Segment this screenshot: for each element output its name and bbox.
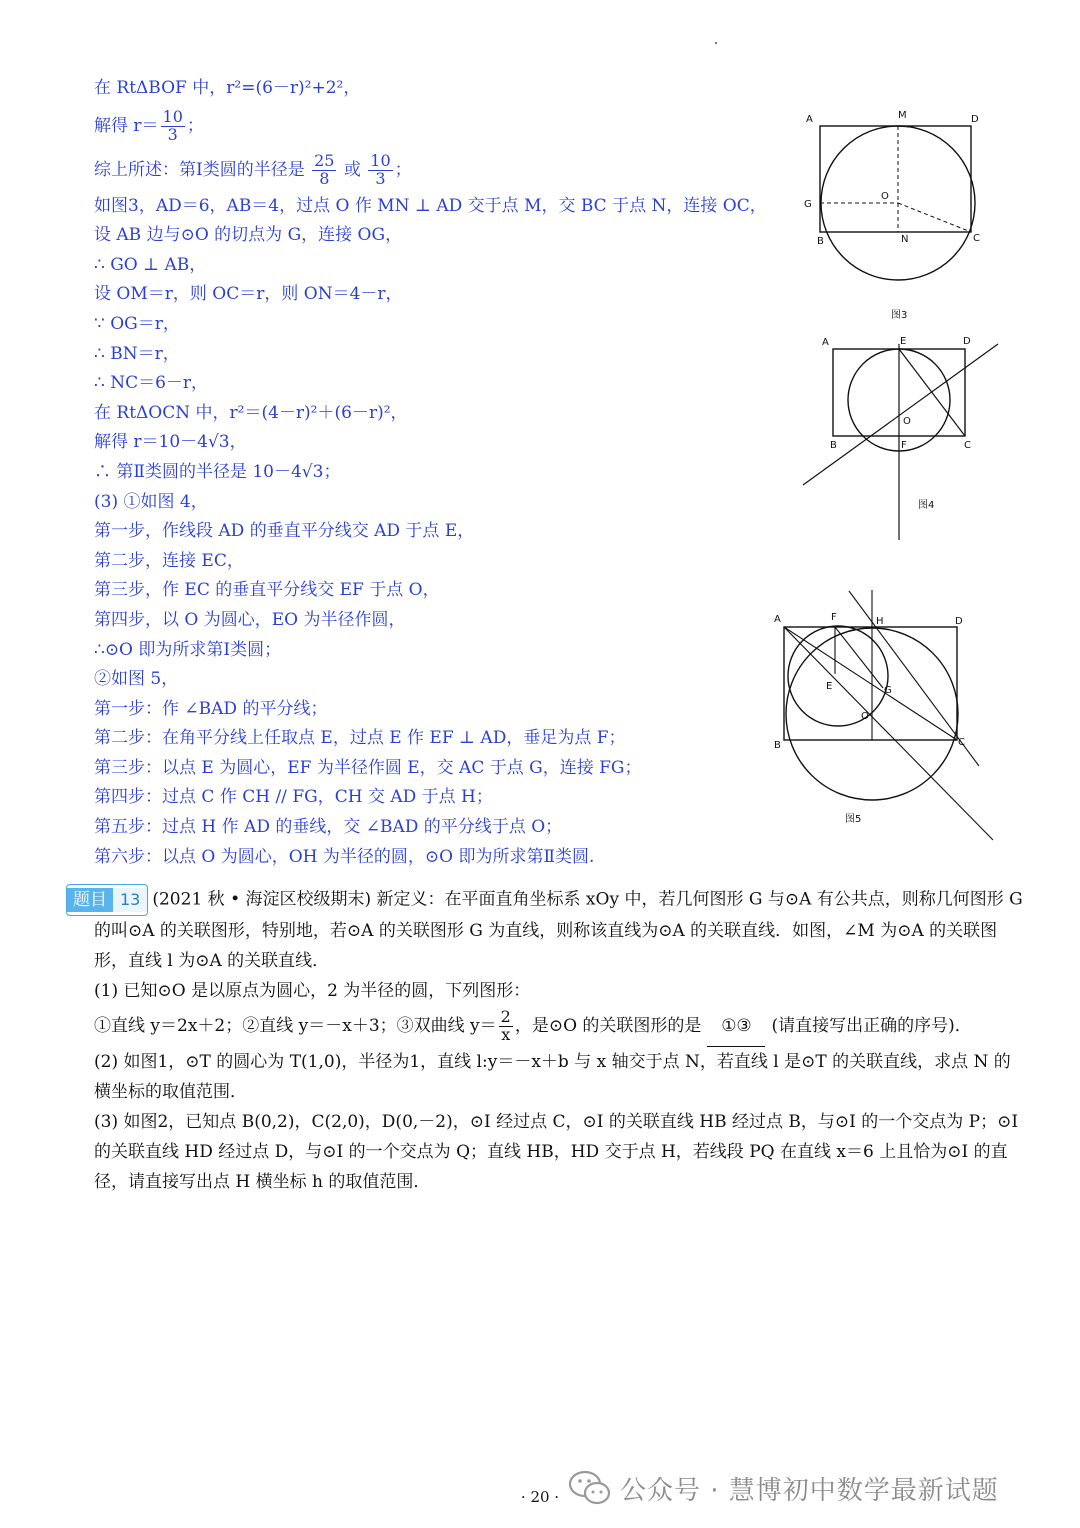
solution-line: 第一步：作 ∠BAD 的平分线； <box>94 698 328 719</box>
solution-line: 第二步：在角平分线上任取点 E，过点 E 作 EF ⊥ AD，垂足为点 F； <box>94 728 626 749</box>
problem-intro: 题目 13 (2021 秋 • 海淀区校级期末) 新定义：在平面直角坐标系 xOy 中，若几何图形 G 与⊙A 有公共点，则称几何图形 G 的叫⊙A 的关联图形，特别地，若⊙A 的关联图形 G 为直线，则称该直线为⊙A 的关联直线．如图，∠M 为⊙A 的关联图形，直线 l 为⊙A 的关联直线． <box>94 884 1024 976</box>
solution-line: ∴ GO ⊥ AB， <box>94 254 207 275</box>
figure-caption: 图5 <box>845 814 862 825</box>
solution-line: (3) ①如图 4， <box>94 491 208 512</box>
label-O: O <box>861 711 869 722</box>
question-2: (2) 如图1，⊙T 的圆心为 T(1,0)，半径为1，直线 l:y＝－x＋b 与 x 轴交于点 N，若直线 l 是⊙T 的关联直线，求点 N 的横坐标的取值范围． <box>94 1052 1011 1102</box>
question-3: (3) 如图2，已知点 B(0,2)，C(2,0)，D(0,－2)，⊙I 经过点 C，⊙I 的关联直线 HB 经过点 B，与⊙I 的一个交点为 P；⊙I 的关联直线 HD 经过点 D，与⊙I 的一个交点为 Q；直线 HB，HD 交于点 H，若线段 PQ 在直线 x＝6 上且恰为⊙I 的直径，请直接写出点 H 横坐标 h 的取值范围． <box>94 1112 1019 1192</box>
label-D: D <box>963 336 971 347</box>
solution-line: 解得 r＝ $\frac{10}{3}$ ； <box>94 106 204 144</box>
figure-caption: 图3 <box>891 310 908 321</box>
label-C: C <box>973 233 980 244</box>
fraction: $\frac{10}{3}$ <box>370 150 391 188</box>
solution-line: 第六步：以点 O 为圆心，OH 为半径的圆，⊙O 即为所求第Ⅱ类圆. <box>94 846 595 867</box>
figure-3 <box>795 104 995 324</box>
figure-5 <box>765 586 1000 841</box>
solution-line: 第四步：过点 C 作 CH // FG，CH 交 AD 于点 H； <box>94 787 493 808</box>
fraction: $\frac{10}{3}$ <box>162 106 183 144</box>
stray-dot <box>715 42 717 44</box>
label-H: H <box>876 616 884 627</box>
label-O: O <box>903 416 911 427</box>
solution-line: 第四步，以 O 为圆心，EO 为半径作圆， <box>94 609 406 630</box>
label-A: A <box>822 337 829 348</box>
label-F: F <box>901 440 907 451</box>
fraction: $\frac{25}{8}$ <box>314 150 335 188</box>
solution-line: ∵ OG＝r， <box>94 313 180 334</box>
label-G: G <box>884 685 892 696</box>
solution-line: ∴ 第Ⅱ类圆的半径是 10－4√3； <box>94 461 341 482</box>
label-C: C <box>964 440 971 451</box>
fraction: $\frac{2}{x}$ <box>500 1007 511 1044</box>
label-B: B <box>830 440 837 451</box>
answer-blank: ①③ <box>707 1006 765 1047</box>
problem-13 <box>73 884 1024 1197</box>
solution-line: 第二步，连接 EC， <box>94 550 244 571</box>
label-N: N <box>901 234 909 245</box>
solution-line: ∴ NC＝6－r， <box>94 373 209 394</box>
solution-line: ∴ BN＝r， <box>94 343 180 364</box>
problem-badge: 题目 13 <box>66 884 148 916</box>
question-1-options: ①直线 y＝2x＋2；②直线 y＝－x＋3；③双曲线 y＝ $\frac{2}{x}$ ，是⊙O 的关联图形的是 ①③ (请直接写出正确的序号)． <box>94 1006 1024 1047</box>
figure-caption: 图4 <box>918 500 935 511</box>
solution-line: 设 OM＝r，则 OC＝r，则 ON＝4－r， <box>94 284 403 305</box>
solution-line: 设 AB 边与⊙O 的切点为 G，连接 OG， <box>94 225 403 246</box>
solution-line: 解得 r＝10－4√3， <box>94 432 247 453</box>
solution-line: 如图3，AD＝6，AB＝4，过点 O 作 MN ⊥ AD 交于点 M，交 BC 于点 N，连接 OC， <box>94 195 767 216</box>
page-number: · 20 · <box>520 1488 560 1506</box>
label-A: A <box>774 614 781 625</box>
solution-line: 第五步：过点 H 作 AD 的垂线，交 ∠BAD 的平分线于点 O； <box>94 817 563 838</box>
solution-text <box>94 74 784 872</box>
figure-4 <box>800 330 1005 545</box>
solution-line: 在 RtΔBOF 中，r²=(6－r)²+2²， <box>94 78 361 98</box>
solution-line: 第三步：以点 E 为圆心，EF 为半径作圆 E，交 AC 于点 G，连接 FG； <box>94 757 642 778</box>
label-D: D <box>955 616 963 627</box>
label-O: O <box>881 191 889 202</box>
solution-line: ∴⊙O 即为所求第Ⅰ类圆； <box>94 639 282 660</box>
label-E: E <box>900 336 907 347</box>
label-B: B <box>774 740 781 751</box>
label-D: D <box>971 114 979 125</box>
solution-line: 综上所述：第Ⅰ类圆的半径是 $\frac{25}{8}$ 或 $\frac{10}{3}$ ； <box>94 150 412 188</box>
label-G: G <box>804 199 812 210</box>
solution-line: 第三步，作 EC 的垂直平分线交 EF 于点 O， <box>94 580 440 601</box>
label-E: E <box>826 681 833 692</box>
label-B: B <box>817 236 824 247</box>
question-1: (1) 已知⊙O 是以原点为圆心，2 为半径的圆，下列图形： <box>94 981 531 1001</box>
label-C: C <box>958 737 965 748</box>
watermark-text: 公众号 · 慧博初中数学最新试题 <box>620 1475 999 1506</box>
solution-line: ②如图 5， <box>94 669 179 690</box>
label-F: F <box>831 612 837 623</box>
solution-line: 在 RtΔOCN 中，r²＝(4－r)²＋(6－r)²， <box>94 402 408 423</box>
solution-line: 第一步，作线段 AD 的垂直平分线交 AD 于点 E， <box>94 521 475 542</box>
label-M: M <box>898 110 907 121</box>
label-A: A <box>806 114 813 125</box>
